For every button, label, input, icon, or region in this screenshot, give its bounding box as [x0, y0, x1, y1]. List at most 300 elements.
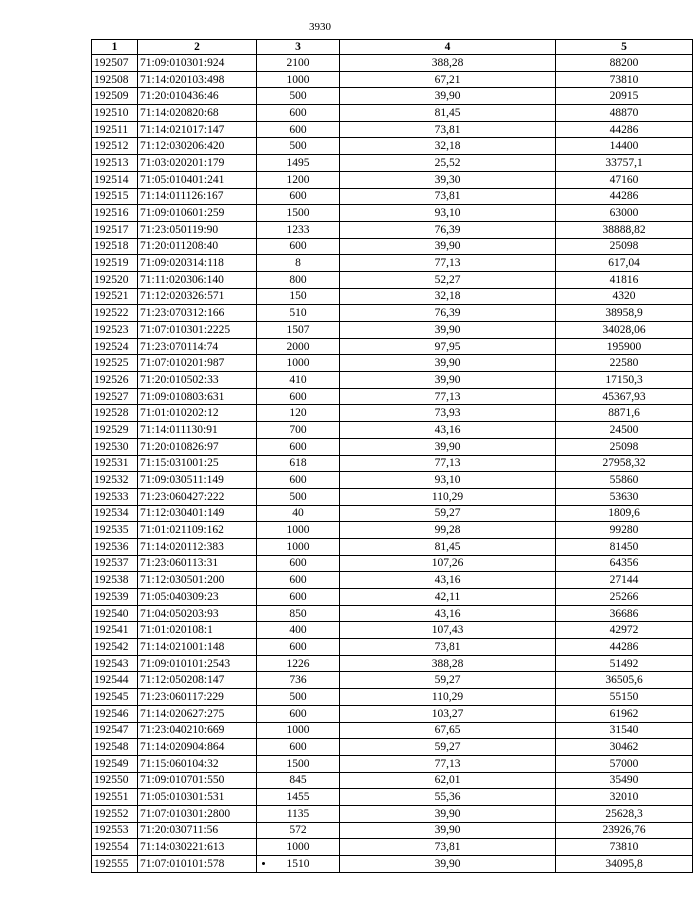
row-number-cell: 192540: [92, 605, 138, 622]
rate-value-cell: 97,95: [340, 338, 556, 355]
row-number-cell: 192513: [92, 155, 138, 172]
cost-value-cell: 61962: [556, 705, 693, 722]
table-row: [92, 422, 693, 439]
area-value-cell: 1233: [257, 221, 340, 238]
area-value-cell: 600: [257, 438, 340, 455]
rate-value-cell: 81,45: [340, 538, 556, 555]
table-row: [92, 121, 693, 138]
rate-value-cell: 32,18: [340, 138, 556, 155]
table-row: [92, 822, 693, 839]
cost-value-cell: 73810: [556, 71, 693, 88]
cadastral-number-cell: 71:20:011208:40: [138, 238, 257, 255]
row-number-cell: 192541: [92, 622, 138, 639]
rate-value-cell: 110,29: [340, 689, 556, 706]
table-row: [92, 105, 693, 122]
area-value-cell: 600: [257, 739, 340, 756]
row-number-cell: 192536: [92, 538, 138, 555]
cadastral-number-cell: 71:01:020108:1: [138, 622, 257, 639]
rate-value-cell: 93,10: [340, 205, 556, 222]
area-value-cell: 1495: [257, 155, 340, 172]
cost-value-cell: 23926,76: [556, 822, 693, 839]
cadastral-number-cell: 71:15:031001:25: [138, 455, 257, 472]
row-number-cell: 192552: [92, 805, 138, 822]
table-row: [92, 605, 693, 622]
cadastral-number-cell: 71:11:020306:140: [138, 271, 257, 288]
cadastral-number-cell: 71:14:020904:864: [138, 739, 257, 756]
cadastral-number-cell: 71:20:010826:97: [138, 438, 257, 455]
cost-value-cell: 617,04: [556, 255, 693, 272]
row-number-cell: 192534: [92, 505, 138, 522]
cost-value-cell: 63000: [556, 205, 693, 222]
rate-value-cell: 77,13: [340, 255, 556, 272]
cost-value-cell: 1809,6: [556, 505, 693, 522]
row-number-cell: 192545: [92, 689, 138, 706]
table-row: [92, 338, 693, 355]
rate-value-cell: 59,27: [340, 739, 556, 756]
row-number-cell: 192507: [92, 55, 138, 72]
cadastral-number-cell: 71:23:060113:31: [138, 555, 257, 572]
cadastral-number-cell: 71:09:020314:118: [138, 255, 257, 272]
rate-value-cell: 39,90: [340, 822, 556, 839]
cost-value-cell: 44286: [556, 121, 693, 138]
area-value-cell: 600: [257, 572, 340, 589]
area-value-cell: 2100: [257, 55, 340, 72]
area-value-cell: 845: [257, 772, 340, 789]
rate-value-cell: 107,26: [340, 555, 556, 572]
table-row: [92, 55, 693, 72]
rate-value-cell: 76,39: [340, 305, 556, 322]
cost-value-cell: 88200: [556, 55, 693, 72]
rate-value-cell: 73,93: [340, 405, 556, 422]
area-value-cell: 600: [257, 105, 340, 122]
table-row: [92, 805, 693, 822]
cost-value-cell: 4320: [556, 288, 693, 305]
table-row: [92, 705, 693, 722]
cadastral-number-cell: 71:20:010436:46: [138, 88, 257, 105]
area-value-cell: 600: [257, 238, 340, 255]
row-number-cell: 192508: [92, 71, 138, 88]
rate-value-cell: 39,90: [340, 856, 556, 873]
rate-value-cell: 39,30: [340, 171, 556, 188]
column-header-5: 5: [556, 40, 693, 55]
area-value-cell: 500: [257, 488, 340, 505]
table-row: [92, 355, 693, 372]
row-number-cell: 192516: [92, 205, 138, 222]
table-row: [92, 188, 693, 205]
row-number-cell: 192550: [92, 772, 138, 789]
rate-value-cell: 39,90: [340, 805, 556, 822]
area-value-cell: 1510: [257, 856, 340, 873]
area-value-cell: 700: [257, 422, 340, 439]
cadastral-number-cell: 71:05:010301:531: [138, 789, 257, 806]
cost-value-cell: 8871,6: [556, 405, 693, 422]
rate-value-cell: 76,39: [340, 221, 556, 238]
area-value-cell: 1200: [257, 171, 340, 188]
cadastral-number-cell: 71:12:030401:149: [138, 505, 257, 522]
cost-value-cell: 22580: [556, 355, 693, 372]
cost-value-cell: 14400: [556, 138, 693, 155]
table-row: [92, 505, 693, 522]
cost-value-cell: 99280: [556, 522, 693, 539]
row-number-cell: 192549: [92, 755, 138, 772]
cadastral-number-cell: 71:14:011130:91: [138, 422, 257, 439]
rate-value-cell: 59,27: [340, 672, 556, 689]
cost-value-cell: 27144: [556, 572, 693, 589]
cadastral-number-cell: 71:05:010401:241: [138, 171, 257, 188]
table-row: [92, 522, 693, 539]
rate-value-cell: 73,81: [340, 121, 556, 138]
table-row: [92, 472, 693, 489]
cost-value-cell: 32010: [556, 789, 693, 806]
row-number-cell: 192555: [92, 856, 138, 873]
table-row: [92, 88, 693, 105]
row-number-cell: 192531: [92, 455, 138, 472]
rate-value-cell: 43,16: [340, 422, 556, 439]
table-row: [92, 789, 693, 806]
row-number-cell: 192526: [92, 372, 138, 389]
cadastral-number-cell: 71:09:010301:924: [138, 55, 257, 72]
table-row: [92, 255, 693, 272]
rate-value-cell: 93,10: [340, 472, 556, 489]
row-number-cell: 192511: [92, 121, 138, 138]
cadastral-number-cell: 71:14:020103:498: [138, 71, 257, 88]
cost-value-cell: 195900: [556, 338, 693, 355]
row-number-cell: 192521: [92, 288, 138, 305]
row-number-cell: 192524: [92, 338, 138, 355]
cadastral-number-cell: 71:01:021109:162: [138, 522, 257, 539]
area-value-cell: 600: [257, 472, 340, 489]
cadastral-number-cell: 71:14:030221:613: [138, 839, 257, 856]
table-row: [92, 689, 693, 706]
scan-speck: [262, 862, 265, 865]
rate-value-cell: 39,90: [340, 88, 556, 105]
rate-value-cell: 39,90: [340, 438, 556, 455]
row-number-cell: 192546: [92, 705, 138, 722]
area-value-cell: 500: [257, 689, 340, 706]
cadastral-number-cell: 71:07:010201:987: [138, 355, 257, 372]
cost-value-cell: 47160: [556, 171, 693, 188]
cost-value-cell: 24500: [556, 422, 693, 439]
rate-value-cell: 59,27: [340, 505, 556, 522]
cadastral-number-cell: 71:12:050208:147: [138, 672, 257, 689]
area-value-cell: 500: [257, 88, 340, 105]
table-row: [92, 205, 693, 222]
row-number-cell: 192519: [92, 255, 138, 272]
area-value-cell: 600: [257, 121, 340, 138]
cost-value-cell: 45367,93: [556, 388, 693, 405]
table-row: [92, 856, 693, 873]
table-row: [92, 488, 693, 505]
row-number-cell: 192514: [92, 171, 138, 188]
area-value-cell: 1000: [257, 522, 340, 539]
rate-value-cell: 32,18: [340, 288, 556, 305]
area-value-cell: 120: [257, 405, 340, 422]
row-number-cell: 192525: [92, 355, 138, 372]
cadastral-number-cell: 71:14:020627:275: [138, 705, 257, 722]
rate-value-cell: 39,90: [340, 372, 556, 389]
cadastral-number-cell: 71:12:030501:200: [138, 572, 257, 589]
table-row: [92, 288, 693, 305]
row-number-cell: 192532: [92, 472, 138, 489]
area-value-cell: 1000: [257, 355, 340, 372]
table-row: [92, 221, 693, 238]
area-value-cell: 1500: [257, 755, 340, 772]
row-number-cell: 192530: [92, 438, 138, 455]
rate-value-cell: 25,52: [340, 155, 556, 172]
cadastral-number-cell: 71:09:010701:550: [138, 772, 257, 789]
table-row: [92, 555, 693, 572]
cadastral-number-cell: 71:09:030511:149: [138, 472, 257, 489]
column-header-2: 2: [138, 40, 257, 55]
cadastral-number-cell: 71:15:060104:32: [138, 755, 257, 772]
cadastral-number-cell: 71:09:010601:259: [138, 205, 257, 222]
area-value-cell: 410: [257, 372, 340, 389]
table-body: [92, 55, 693, 873]
table-row: [92, 305, 693, 322]
cost-value-cell: 55860: [556, 472, 693, 489]
area-value-cell: 510: [257, 305, 340, 322]
rate-value-cell: 42,11: [340, 589, 556, 606]
cost-value-cell: 36505,6: [556, 672, 693, 689]
cadastral-number-cell: 71:23:070312:166: [138, 305, 257, 322]
cost-value-cell: 34095,8: [556, 856, 693, 873]
table-row: [92, 405, 693, 422]
area-value-cell: 40: [257, 505, 340, 522]
cadastral-number-cell: 71:20:010502:33: [138, 372, 257, 389]
row-number-cell: 192510: [92, 105, 138, 122]
cost-value-cell: 35490: [556, 772, 693, 789]
cadastral-number-cell: 71:05:040309:23: [138, 589, 257, 606]
cost-value-cell: 73810: [556, 839, 693, 856]
cadastral-number-cell: 71:23:060117:229: [138, 689, 257, 706]
rate-value-cell: 73,81: [340, 188, 556, 205]
cadastral-number-cell: 71:09:010101:2543: [138, 655, 257, 672]
area-value-cell: 1455: [257, 789, 340, 806]
cost-value-cell: 51492: [556, 655, 693, 672]
area-value-cell: 1500: [257, 205, 340, 222]
rate-value-cell: 62,01: [340, 772, 556, 789]
cost-value-cell: 81450: [556, 538, 693, 555]
row-number-cell: 192509: [92, 88, 138, 105]
cadastral-number-cell: 71:14:011126:167: [138, 188, 257, 205]
area-value-cell: 800: [257, 271, 340, 288]
area-value-cell: 2000: [257, 338, 340, 355]
table-row: [92, 538, 693, 555]
cost-value-cell: 38888,82: [556, 221, 693, 238]
cadastral-number-cell: 71:14:020112:383: [138, 538, 257, 555]
area-value-cell: 8: [257, 255, 340, 272]
row-number-cell: 192537: [92, 555, 138, 572]
cadastral-number-cell: 71:01:010202:12: [138, 405, 257, 422]
table-header-row: [92, 40, 693, 55]
table-row: [92, 372, 693, 389]
row-number-cell: 192533: [92, 488, 138, 505]
row-number-cell: 192538: [92, 572, 138, 589]
cost-value-cell: 36686: [556, 605, 693, 622]
area-value-cell: 600: [257, 589, 340, 606]
area-value-cell: 600: [257, 188, 340, 205]
row-number-cell: 192539: [92, 589, 138, 606]
row-number-cell: 192520: [92, 271, 138, 288]
table-row: [92, 722, 693, 739]
cost-value-cell: 17150,3: [556, 372, 693, 389]
row-number-cell: 192544: [92, 672, 138, 689]
table-row: [92, 238, 693, 255]
rate-value-cell: 99,28: [340, 522, 556, 539]
table-row: [92, 655, 693, 672]
rate-value-cell: 110,29: [340, 488, 556, 505]
area-value-cell: 1226: [257, 655, 340, 672]
cost-value-cell: 42972: [556, 622, 693, 639]
area-value-cell: 1000: [257, 538, 340, 555]
cost-value-cell: 53630: [556, 488, 693, 505]
rate-value-cell: 43,16: [340, 605, 556, 622]
rate-value-cell: 77,13: [340, 388, 556, 405]
cadastral-number-cell: 71:07:010101:578: [138, 856, 257, 873]
table-row: [92, 572, 693, 589]
rate-value-cell: 55,36: [340, 789, 556, 806]
row-number-cell: 192542: [92, 639, 138, 656]
cadastral-number-cell: 71:03:020201:179: [138, 155, 257, 172]
cost-value-cell: 27958,32: [556, 455, 693, 472]
row-number-cell: 192522: [92, 305, 138, 322]
rate-value-cell: 388,28: [340, 655, 556, 672]
cadastral-number-cell: 71:14:021017:147: [138, 121, 257, 138]
area-value-cell: 618: [257, 455, 340, 472]
table-row: [92, 772, 693, 789]
cost-value-cell: 44286: [556, 639, 693, 656]
cost-value-cell: 34028,06: [556, 322, 693, 339]
cost-value-cell: 25098: [556, 438, 693, 455]
column-header-3: 3: [257, 40, 340, 55]
cadastral-number-cell: 71:12:030206:420: [138, 138, 257, 155]
table-row: [92, 755, 693, 772]
cost-value-cell: 44286: [556, 188, 693, 205]
column-header-4: 4: [340, 40, 556, 55]
cadastral-number-cell: 71:23:040210:669: [138, 722, 257, 739]
cost-value-cell: 20915: [556, 88, 693, 105]
table-row: [92, 322, 693, 339]
row-number-cell: 192554: [92, 839, 138, 856]
cost-value-cell: 30462: [556, 739, 693, 756]
table-row: [92, 388, 693, 405]
cadastral-number-cell: 71:14:021001:148: [138, 639, 257, 656]
area-value-cell: 600: [257, 388, 340, 405]
area-value-cell: 736: [257, 672, 340, 689]
page-number: 3930: [309, 21, 331, 33]
cost-value-cell: 31540: [556, 722, 693, 739]
row-number-cell: 192527: [92, 388, 138, 405]
cost-value-cell: 64356: [556, 555, 693, 572]
cost-value-cell: 25266: [556, 589, 693, 606]
row-number-cell: 192518: [92, 238, 138, 255]
area-value-cell: 572: [257, 822, 340, 839]
row-number-cell: 192528: [92, 405, 138, 422]
cadastral-number-cell: 71:23:070114:74: [138, 338, 257, 355]
rate-value-cell: 77,13: [340, 755, 556, 772]
row-number-cell: 192543: [92, 655, 138, 672]
table-row: [92, 639, 693, 656]
cost-value-cell: 25628,3: [556, 805, 693, 822]
row-number-cell: 192553: [92, 822, 138, 839]
area-value-cell: 1000: [257, 71, 340, 88]
column-header-1: 1: [92, 40, 138, 55]
table-row: [92, 622, 693, 639]
cadastral-number-cell: 71:09:010803:631: [138, 388, 257, 405]
table-row: [92, 171, 693, 188]
table-row: [92, 271, 693, 288]
area-value-cell: 600: [257, 555, 340, 572]
table-row: [92, 589, 693, 606]
cadastral-number-cell: 71:07:010301:2225: [138, 322, 257, 339]
area-value-cell: 600: [257, 639, 340, 656]
row-number-cell: 192515: [92, 188, 138, 205]
table-row: [92, 672, 693, 689]
cadastral-number-cell: 71:14:020820:68: [138, 105, 257, 122]
table-row: [92, 155, 693, 172]
cadastral-number-cell: 71:07:010301:2800: [138, 805, 257, 822]
row-number-cell: 192551: [92, 789, 138, 806]
row-number-cell: 192547: [92, 722, 138, 739]
row-number-cell: 192523: [92, 322, 138, 339]
rate-value-cell: 67,65: [340, 722, 556, 739]
rate-value-cell: 52,27: [340, 271, 556, 288]
cost-value-cell: 55150: [556, 689, 693, 706]
rate-value-cell: 73,81: [340, 839, 556, 856]
row-number-cell: 192529: [92, 422, 138, 439]
table-row: [92, 455, 693, 472]
cost-value-cell: 48870: [556, 105, 693, 122]
row-number-cell: 192535: [92, 522, 138, 539]
cadastral-number-cell: 71:04:050203:93: [138, 605, 257, 622]
rate-value-cell: 77,13: [340, 455, 556, 472]
cost-value-cell: 57000: [556, 755, 693, 772]
rate-value-cell: 107,43: [340, 622, 556, 639]
area-value-cell: 400: [257, 622, 340, 639]
cost-value-cell: 33757,1: [556, 155, 693, 172]
area-value-cell: 1000: [257, 722, 340, 739]
table-row: [92, 138, 693, 155]
area-value-cell: 150: [257, 288, 340, 305]
area-value-cell: 1000: [257, 839, 340, 856]
row-number-cell: 192517: [92, 221, 138, 238]
area-value-cell: 600: [257, 705, 340, 722]
cadastral-number-cell: 71:12:020326:571: [138, 288, 257, 305]
rate-value-cell: 43,16: [340, 572, 556, 589]
table-row: [92, 438, 693, 455]
table-row: [92, 839, 693, 856]
row-number-cell: 192548: [92, 739, 138, 756]
rate-value-cell: 67,21: [340, 71, 556, 88]
rate-value-cell: 39,90: [340, 238, 556, 255]
area-value-cell: 850: [257, 605, 340, 622]
area-value-cell: 1135: [257, 805, 340, 822]
rate-value-cell: 103,27: [340, 705, 556, 722]
rate-value-cell: 39,90: [340, 322, 556, 339]
cost-value-cell: 41816: [556, 271, 693, 288]
rate-value-cell: 73,81: [340, 639, 556, 656]
rate-value-cell: 388,28: [340, 55, 556, 72]
table-row: [92, 71, 693, 88]
rate-value-cell: 39,90: [340, 355, 556, 372]
table-row: [92, 739, 693, 756]
rate-value-cell: 81,45: [340, 105, 556, 122]
cost-value-cell: 38958,9: [556, 305, 693, 322]
cadastral-number-cell: 71:23:060427:222: [138, 488, 257, 505]
area-value-cell: 1507: [257, 322, 340, 339]
cadastral-number-cell: 71:20:030711:56: [138, 822, 257, 839]
area-value-cell: 500: [257, 138, 340, 155]
